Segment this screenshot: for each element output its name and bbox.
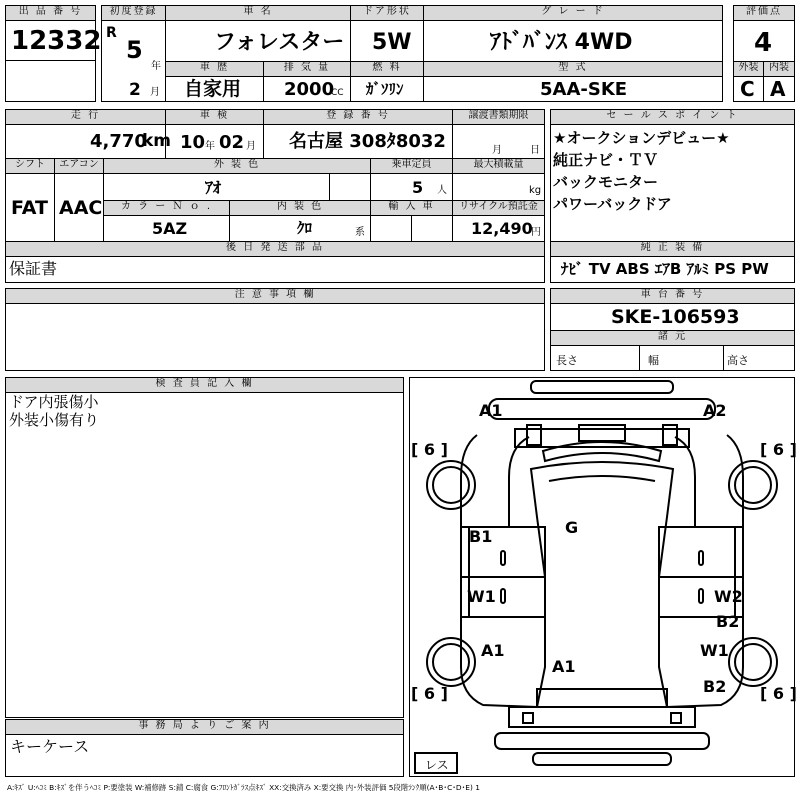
capacity-unit: 人	[437, 185, 447, 196]
import-cell-b	[411, 215, 453, 242]
later-parts-cell	[5, 256, 545, 283]
caution-header: 注 意 事 項 欄	[5, 288, 545, 304]
tire-tread-rear-right: [ 6 ]	[760, 684, 797, 703]
interior-header: 内装	[763, 61, 795, 77]
ext-color-extra	[329, 173, 371, 201]
mileage-header: 走 行	[5, 109, 166, 125]
car-name: フォレスター	[214, 30, 345, 55]
legend: A:ｷｽﾞ U:ﾍｺﾐ B:ｷｽﾞを伴うﾍｺﾐ P:要塗装 W:補修跡 S:錆 C:腐食 G:ﾌﾛﾝﾄｶﾞﾗｽ点ｷｽﾞ XX:交換済み X:要交換 内･外装評価 5段階ﾗﾝｸ順(A･B･C･D･E) 1	[7, 783, 480, 792]
capacity: 5	[412, 178, 424, 197]
transfer-month: 月	[492, 145, 502, 156]
sales-point-1: ★オークションデビュー★	[553, 129, 730, 147]
inspector-header: 検 査 員 記 入 欄	[5, 377, 404, 393]
displacement-unit: CC	[331, 88, 344, 98]
later-parts: 保証書	[9, 259, 58, 278]
ext-color-header: 外 装 色	[103, 158, 371, 174]
recycle: 12,490	[471, 219, 533, 238]
first-reg-header: 初度登録	[101, 5, 166, 21]
import-cell-a	[370, 215, 412, 242]
inspector-note-1: ドア内張傷小	[9, 393, 99, 411]
tire-tread-front-right: [ 6 ]	[760, 440, 797, 459]
mileage: 4,770	[90, 131, 147, 152]
damage-mark-b2-right-rear: B2	[703, 677, 727, 696]
ac: AAC	[59, 197, 103, 219]
reg-month-unit: 月	[150, 87, 160, 98]
sales-point-2: 純正ナビ・ＴＶ	[553, 151, 659, 169]
history-header: 車 歴	[165, 61, 264, 77]
inspection-header: 車 検	[165, 109, 264, 125]
chassis-header: 車 台 番 号	[550, 288, 795, 304]
damage-mark-b2-right-door: B2	[716, 612, 740, 631]
insp-month: 02	[219, 132, 245, 153]
door-type: 5W	[372, 30, 412, 55]
insp-year-unit: 年	[205, 141, 215, 152]
damage-mark-g-windshield: G	[565, 518, 579, 537]
mileage-unit: km	[142, 131, 172, 151]
later-parts-header: 後 日 発 送 部 品	[5, 241, 545, 257]
tire-tread-front-left: [ 6 ]	[411, 440, 448, 459]
exterior-grade: C	[740, 77, 755, 101]
ac-header: エアコン	[54, 158, 104, 174]
damage-mark-a1-rear: A1	[552, 657, 576, 676]
fuel: ｶﾞｿﾘﾝ	[366, 80, 404, 98]
color-no: 5AZ	[152, 219, 188, 238]
chassis-number: SKE-106593	[611, 306, 740, 328]
lot-number: 12332	[11, 26, 102, 56]
recycle-header: リサイクル預託金	[452, 200, 545, 216]
model-code: 5AA-SKE	[540, 79, 628, 100]
int-color-header: 内 装 色	[229, 200, 371, 216]
capacity-header: 乗車定員	[370, 158, 453, 174]
damage-mark-a2-front-right: A2	[703, 401, 727, 420]
shift: FAT	[11, 197, 48, 219]
registration: 名古屋 308ﾀ8032	[289, 131, 446, 152]
lot-no-header: 出 品 番 号	[5, 5, 96, 21]
registration-header: 登 録 番 号	[263, 109, 453, 125]
inspector-note-2: 外装小傷有り	[9, 411, 100, 429]
lot-no-blank	[5, 60, 96, 102]
damage-mark-w1-right-rear: W1	[700, 641, 729, 660]
recycle-unit: 円	[531, 227, 541, 238]
dim-length-label: 長さ	[556, 354, 578, 367]
era: R	[106, 25, 117, 41]
caution-cell	[5, 303, 545, 371]
dimensions-header: 諸 元	[550, 330, 795, 346]
int-color-unit: 系	[355, 227, 365, 238]
insp-year: 10	[180, 132, 206, 153]
tire-tread-rear-left: [ 6 ]	[411, 684, 448, 703]
door-header: ドア形状	[350, 5, 424, 21]
reg-month: 2	[129, 80, 141, 100]
damage-mark-w1-left-rear-door: W1	[467, 587, 496, 606]
office-header: 事 務 局 よ り ご 案 内	[5, 719, 404, 735]
reg-year-unit: 年	[151, 61, 161, 72]
inspector-cell	[5, 392, 404, 718]
damage-mark-b1-left-front-door: B1	[469, 527, 493, 546]
sales-point-4: パワーバックドア	[553, 195, 672, 213]
damage-mark-a1-front-left: A1	[479, 401, 503, 420]
ext-color: ｱｵ	[205, 178, 222, 197]
damage-mark-w2-right-door: W2	[714, 587, 743, 606]
interior-grade: A	[770, 77, 786, 101]
genuine-header: 純 正 装 備	[550, 241, 795, 257]
damage-mark-a1-left-rear: A1	[481, 641, 505, 660]
reg-year: 5	[126, 36, 143, 64]
car-name-header: 車 名	[165, 5, 351, 21]
grade: ｱﾄﾞﾊﾞﾝｽ 4WD	[490, 30, 633, 55]
import-header: 輸 入 車	[370, 200, 453, 216]
max-load-unit: kg	[529, 185, 542, 196]
sales-points-header: セ ー ル ス ポ イ ン ト	[550, 109, 795, 125]
grade-header: グ レ ー ド	[423, 5, 723, 21]
dim-width-label: 幅	[648, 354, 659, 367]
fuel-header: 燃 料	[350, 61, 424, 77]
history: 自家用	[184, 78, 242, 100]
displacement: 2000	[284, 79, 335, 100]
model-code-header: 型 式	[423, 61, 723, 77]
insp-month-unit: 月	[246, 141, 256, 152]
int-color: ｸﾛ	[297, 219, 313, 237]
color-no-header: カ ラ ー Ｎ ｏ .	[103, 200, 230, 216]
score: 4	[754, 28, 773, 58]
genuine-equipment: ﾅﾋﾞ TV ABS ｴｱB ｱﾙﾐ PS PW	[561, 260, 769, 278]
car-damage-diagram	[409, 377, 795, 777]
office-note: キーケース	[10, 737, 90, 756]
displacement-header: 排 気 量	[263, 61, 351, 77]
transfer-day: 日	[530, 145, 540, 156]
dim-height-label: 高さ	[727, 354, 749, 367]
score-header: 評価点	[733, 5, 795, 21]
spare-tire: レス	[425, 758, 449, 772]
transfer-header: 譲渡書類期限	[452, 109, 545, 125]
shift-header: シフト	[5, 158, 55, 174]
sales-point-3: バックモニター	[553, 173, 659, 191]
max-load-header: 最大積載量	[452, 158, 545, 174]
exterior-header: 外装	[733, 61, 764, 77]
